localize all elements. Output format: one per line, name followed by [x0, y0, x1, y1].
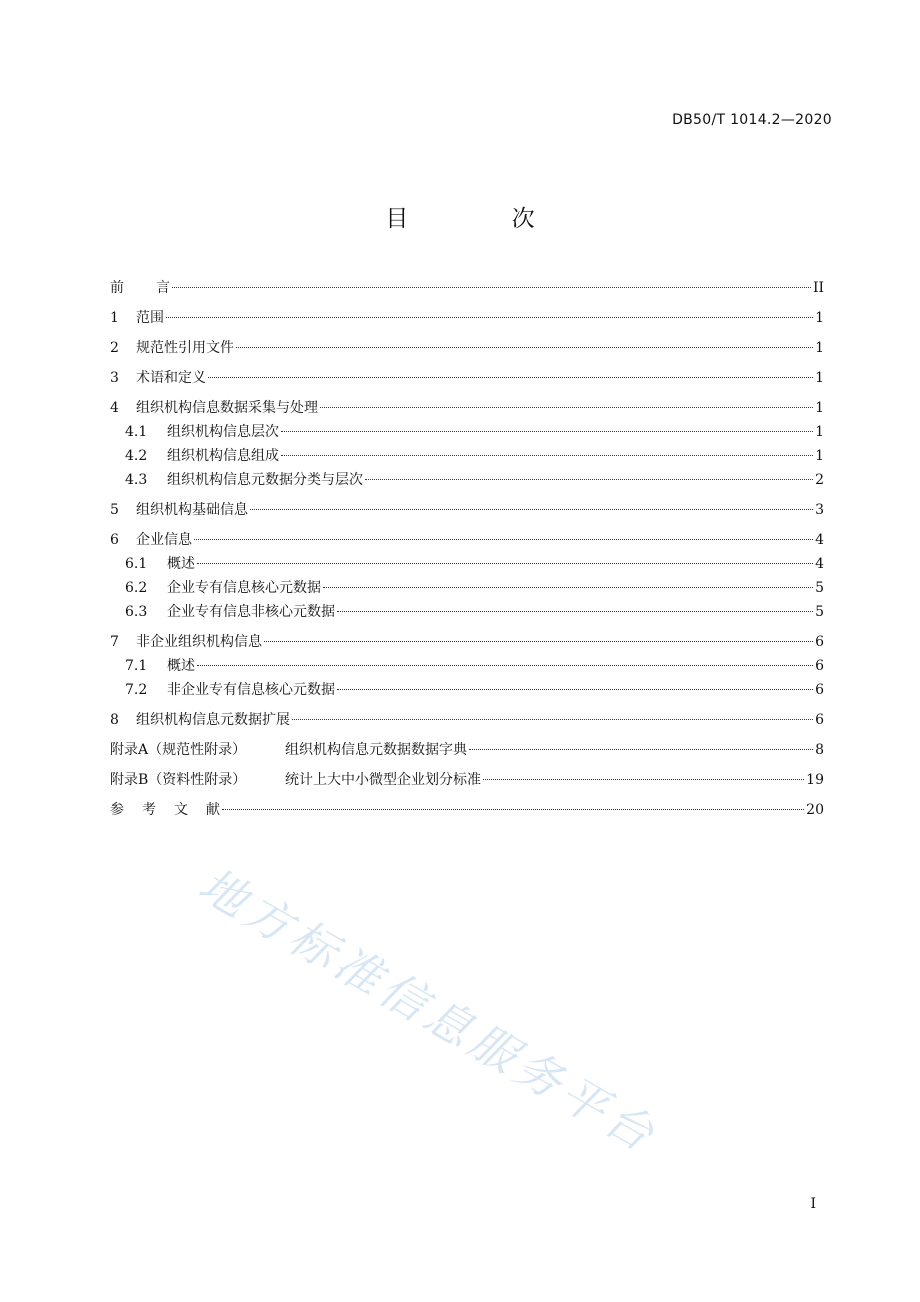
- watermark: 地方标准信息服务平台: [190, 857, 668, 1164]
- toc-entry-page: 6: [815, 682, 824, 698]
- toc-dot-leader: [337, 689, 813, 690]
- toc-entry[interactable]: [110, 470, 824, 490]
- toc-dot-leader: [264, 641, 813, 642]
- toc-dot-leader: [236, 347, 813, 348]
- toc-dot-leader: [197, 665, 813, 666]
- toc-dot-leader: [337, 611, 813, 612]
- toc-entry-label: [110, 800, 220, 820]
- toc-dot-leader: [483, 779, 804, 780]
- toc-entry-page: 6: [815, 712, 824, 728]
- toc-entry[interactable]: [110, 308, 824, 328]
- toc-entry-label: 企业专有信息核心元数据: [167, 580, 321, 596]
- toc-entry-page: 1: [815, 310, 824, 326]
- toc-entry-page: 3: [815, 502, 824, 518]
- toc-entry-number: 4.2: [125, 448, 148, 464]
- toc-dot-leader: [197, 563, 813, 564]
- toc-entry[interactable]: [110, 740, 824, 760]
- toc-entry-page: 4: [815, 556, 824, 572]
- toc-entry[interactable]: [110, 398, 824, 418]
- toc-dot-leader: [320, 407, 813, 408]
- toc-dot-leader: [281, 431, 813, 432]
- toc-entry[interactable]: [110, 422, 824, 442]
- toc-entry-label: 范围: [136, 310, 164, 326]
- toc-dot-leader: [222, 809, 804, 810]
- toc-entry-page: 5: [815, 580, 824, 596]
- toc-entry-number: 3: [110, 370, 119, 386]
- toc-entry-label-char: 文: [174, 802, 188, 818]
- toc-entry-label: 组织机构基础信息: [136, 502, 248, 518]
- toc-entry-page: 6: [815, 634, 824, 650]
- toc-entry-label: 组织机构信息层次: [167, 424, 279, 440]
- toc-entry-label: 组织机构信息元数据分类与层次: [167, 472, 363, 488]
- toc-entry-number: 4.3: [125, 472, 148, 488]
- page-title: 目 次: [385, 206, 583, 232]
- toc-entry-page: 2: [815, 472, 824, 488]
- toc-dot-leader: [469, 749, 813, 750]
- toc-entry-number: 4: [110, 400, 119, 416]
- toc-entry[interactable]: [110, 500, 824, 520]
- toc-entry-label: 概述: [167, 658, 195, 674]
- toc-entry-page: 5: [815, 604, 824, 620]
- toc-entry[interactable]: [110, 278, 824, 298]
- toc-dot-leader: [281, 455, 813, 456]
- toc-entry-page: 19: [806, 772, 824, 788]
- toc-entry-page: 1: [815, 340, 824, 356]
- toc-entry-label: [110, 278, 170, 298]
- toc-entry-label: 组织机构信息元数据数据字典: [285, 742, 467, 758]
- toc-entry[interactable]: [110, 368, 824, 388]
- toc-entry-page: 20: [806, 802, 824, 818]
- toc-entry-label: 术语和定义: [136, 370, 206, 386]
- toc-entry-page: 1: [815, 400, 824, 416]
- toc-entry-page: 1: [815, 448, 824, 464]
- toc-entry-number: 4.1: [125, 424, 148, 440]
- toc-dot-leader: [292, 719, 813, 720]
- toc-entry-label-char: 参: [110, 802, 124, 818]
- toc-dot-leader: [323, 587, 813, 588]
- toc-entry-page: 6: [815, 658, 824, 674]
- toc-entry-page: 8: [815, 742, 824, 758]
- toc-entry-label-char: 前: [110, 280, 124, 296]
- toc-entry[interactable]: [110, 770, 824, 790]
- toc-entry-number: 7.2: [125, 682, 148, 698]
- toc-entry-label: 企业信息: [136, 532, 192, 548]
- toc-dot-leader: [365, 479, 813, 480]
- toc-entry-number: 6: [110, 532, 119, 548]
- toc-dot-leader: [208, 377, 813, 378]
- toc-dot-leader: [172, 287, 811, 288]
- toc-entry[interactable]: [110, 800, 824, 820]
- toc-entry-number: 2: [110, 340, 119, 356]
- toc-entry-label: 概述: [167, 556, 195, 572]
- toc-entry-label: 统计上大中小微型企业划分标准: [285, 772, 481, 788]
- toc-entry-label: 组织机构信息元数据扩展: [136, 712, 290, 728]
- toc-entry-number: 6.1: [125, 556, 148, 572]
- toc-entry-label: 非企业组织机构信息: [136, 634, 262, 650]
- table-of-contents: [110, 278, 824, 820]
- toc-dot-leader: [166, 317, 813, 318]
- toc-entry-number: 附录B（资料性附录）: [110, 772, 247, 788]
- toc-entry-label: 组织机构信息数据采集与处理: [136, 400, 318, 416]
- toc-entry-number: 附录A（规范性附录）: [110, 742, 247, 758]
- toc-dot-leader: [250, 509, 813, 510]
- toc-entry-label: 企业专有信息非核心元数据: [167, 604, 335, 620]
- toc-entry-number: 7: [110, 634, 119, 650]
- toc-entry[interactable]: [110, 656, 824, 676]
- toc-entry[interactable]: [110, 530, 824, 550]
- toc-entry[interactable]: [110, 680, 824, 700]
- toc-entry-page: 4: [815, 532, 824, 548]
- toc-entry-page: 1: [815, 370, 824, 386]
- page-number: I: [810, 1196, 816, 1212]
- toc-entry-number: 1: [110, 310, 119, 326]
- toc-entry[interactable]: [110, 632, 824, 652]
- toc-entry-number: 6.2: [125, 580, 148, 596]
- toc-entry[interactable]: [110, 578, 824, 598]
- toc-entry-label: 组织机构信息组成: [167, 448, 279, 464]
- toc-entry-label-char: 考: [142, 802, 156, 818]
- toc-entry[interactable]: [110, 602, 824, 622]
- toc-entry-label: 规范性引用文件: [136, 340, 234, 356]
- toc-entry[interactable]: [110, 554, 824, 574]
- toc-entry-label-char: 言: [156, 280, 170, 296]
- document-code: DB50/T 1014.2—2020: [672, 112, 832, 128]
- toc-entry[interactable]: [110, 710, 824, 730]
- toc-entry[interactable]: [110, 446, 824, 466]
- toc-entry[interactable]: [110, 338, 824, 358]
- toc-entry-label-char: 献: [206, 802, 220, 818]
- toc-entry-number: 5: [110, 502, 119, 518]
- toc-entry-number: 7.1: [125, 658, 148, 674]
- toc-entry-number: 6.3: [125, 604, 148, 620]
- toc-entry-page: 1: [815, 424, 824, 440]
- toc-entry-page: II: [812, 280, 824, 296]
- toc-dot-leader: [194, 539, 813, 540]
- toc-entry-number: 8: [110, 712, 119, 728]
- toc-entry-label: 非企业专有信息核心元数据: [167, 682, 335, 698]
